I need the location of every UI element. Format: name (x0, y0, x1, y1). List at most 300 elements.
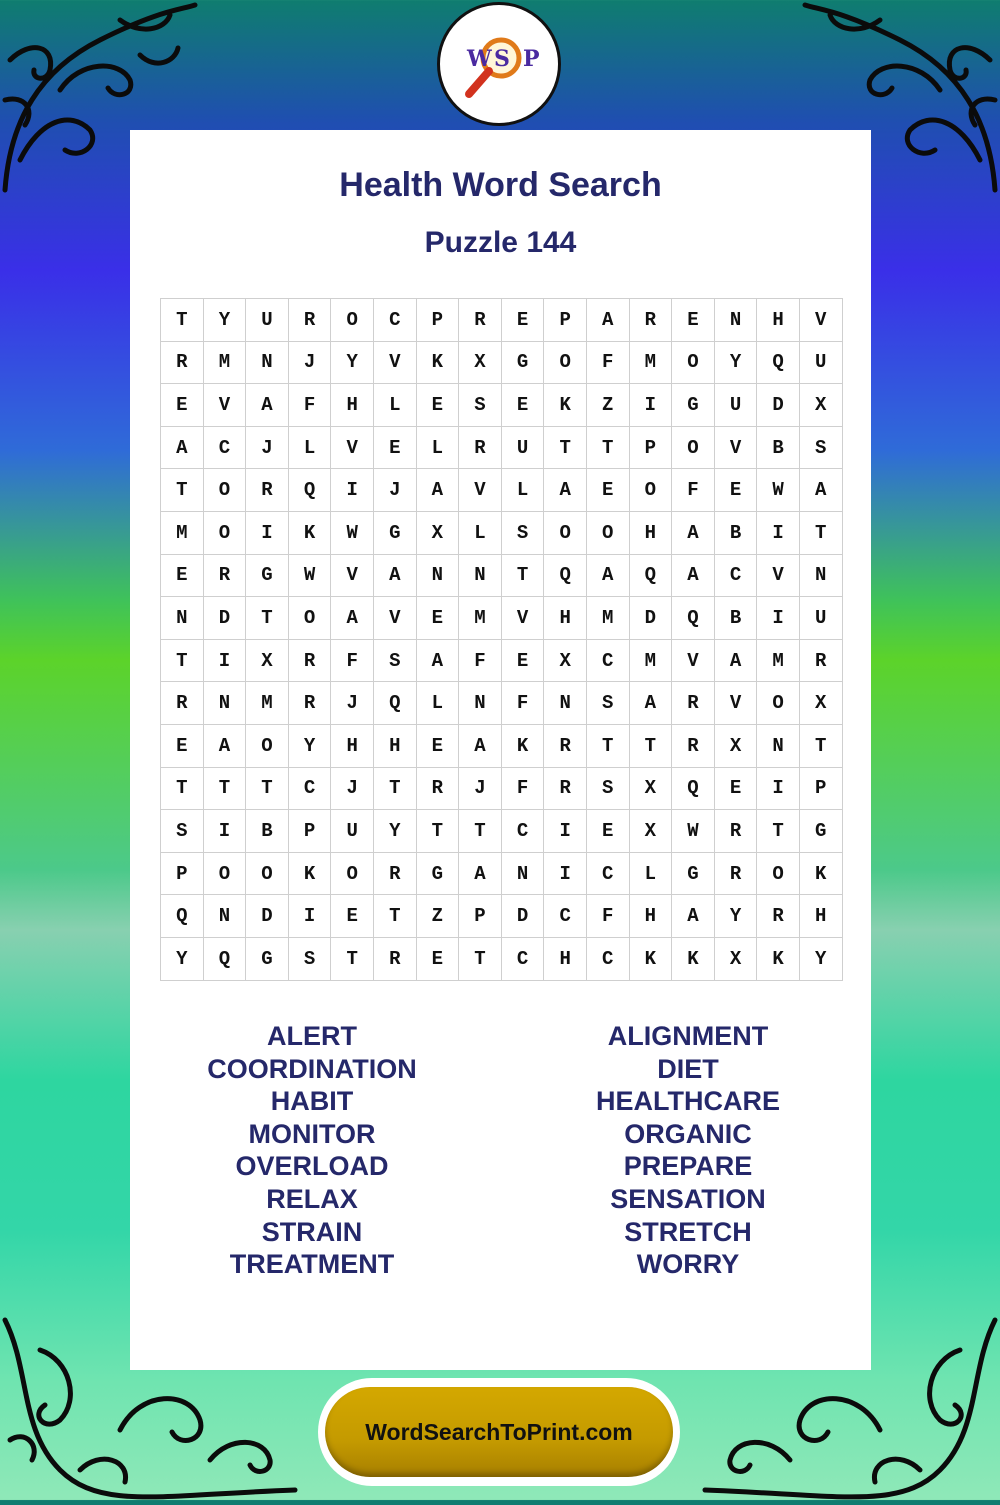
grid-row (161, 597, 843, 640)
grid-cell[interactable]: R (203, 554, 246, 597)
word-item: ALERT (267, 1021, 357, 1051)
grid-cell[interactable]: A (246, 384, 289, 427)
grid-row (161, 937, 843, 980)
grid-cell[interactable]: Y (373, 810, 416, 853)
grid-cell[interactable]: D (246, 895, 289, 938)
logo-letter-p: P (523, 46, 540, 72)
grid-cell[interactable]: T (629, 724, 672, 767)
grid-cell[interactable]: M (246, 682, 289, 725)
grid-cell[interactable]: C (501, 937, 544, 980)
grid-cell[interactable]: T (161, 767, 204, 810)
grid-cell[interactable]: A (672, 511, 715, 554)
grid-cell[interactable]: D (629, 597, 672, 640)
grid-cell[interactable]: R (288, 639, 331, 682)
grid-cell[interactable]: J (331, 767, 374, 810)
grid-cell[interactable]: F (501, 682, 544, 725)
grid-cell[interactable]: E (501, 384, 544, 427)
grid-cell[interactable]: N (416, 554, 459, 597)
grid-row (161, 767, 843, 810)
magnifier-handle-icon (469, 71, 489, 94)
grid-cell[interactable]: Q (288, 469, 331, 512)
grid-cell[interactable]: O (672, 341, 715, 384)
grid-cell[interactable]: Y (331, 341, 374, 384)
grid-cell[interactable]: U (799, 341, 842, 384)
grid-cell[interactable]: C (544, 895, 587, 938)
grid-cell[interactable]: J (288, 341, 331, 384)
grid-cell[interactable]: R (161, 341, 204, 384)
grid-cell[interactable]: R (288, 682, 331, 725)
grid-cell[interactable]: L (288, 426, 331, 469)
grid-cell[interactable]: P (459, 895, 502, 938)
grid-cell[interactable]: A (161, 426, 204, 469)
grid-cell[interactable]: R (714, 810, 757, 853)
grid-cell[interactable]: I (629, 384, 672, 427)
grid-cell[interactable]: N (757, 724, 800, 767)
grid-cell[interactable]: O (757, 852, 800, 895)
grid-cell[interactable]: K (416, 341, 459, 384)
grid-cell[interactable]: A (459, 724, 502, 767)
grid-cell[interactable]: M (586, 597, 629, 640)
grid-cell[interactable]: Y (714, 341, 757, 384)
grid-cell[interactable]: N (544, 682, 587, 725)
grid-cell[interactable]: I (757, 597, 800, 640)
grid-cell[interactable]: U (331, 810, 374, 853)
grid-cell[interactable]: H (629, 895, 672, 938)
grid-cell[interactable]: G (246, 937, 289, 980)
grid-cell[interactable]: S (161, 810, 204, 853)
grid-cell[interactable]: N (459, 554, 502, 597)
grid-cell[interactable]: S (586, 682, 629, 725)
grid-cell[interactable]: E (672, 299, 715, 342)
grid-cell[interactable]: L (416, 682, 459, 725)
grid-cell[interactable]: I (544, 810, 587, 853)
grid-cell[interactable]: T (586, 724, 629, 767)
grid-cell[interactable]: O (331, 299, 374, 342)
grid-cell[interactable]: R (672, 724, 715, 767)
grid-cell[interactable]: O (586, 511, 629, 554)
grid-cell[interactable]: G (799, 810, 842, 853)
grid-cell[interactable]: M (629, 639, 672, 682)
grid-cell[interactable]: T (799, 724, 842, 767)
grid-cell[interactable]: A (373, 554, 416, 597)
grid-cell[interactable]: T (757, 810, 800, 853)
word-item: WORRY (636, 1249, 740, 1280)
grid-cell[interactable]: I (203, 639, 246, 682)
grid-cell[interactable]: A (544, 469, 587, 512)
wsp-logo[interactable] (437, 2, 561, 126)
grid-cell[interactable]: N (501, 852, 544, 895)
grid-cell[interactable]: P (544, 299, 587, 342)
grid-cell[interactable]: S (799, 426, 842, 469)
grid-cell[interactable]: X (246, 639, 289, 682)
word-item: STRAIN (261, 1216, 363, 1247)
grid-cell[interactable]: O (203, 469, 246, 512)
word-item: RELAX (266, 1183, 358, 1214)
grid-cell[interactable]: R (459, 426, 502, 469)
letter-grid (160, 298, 843, 981)
grid-cell[interactable]: K (757, 937, 800, 980)
word-item: DIET (657, 1053, 719, 1084)
grid-cell[interactable]: E (501, 299, 544, 342)
grid-cell[interactable]: A (331, 597, 374, 640)
grid-cell[interactable]: E (416, 597, 459, 640)
grid-cell[interactable]: Q (373, 682, 416, 725)
grid-cell[interactable]: W (288, 554, 331, 597)
grid-cell[interactable]: R (757, 895, 800, 938)
grid-cell[interactable]: X (714, 937, 757, 980)
grid-cell[interactable]: T (203, 767, 246, 810)
grid-cell[interactable]: V (672, 639, 715, 682)
grid-cell[interactable]: A (672, 554, 715, 597)
grid-cell[interactable]: C (586, 639, 629, 682)
grid-cell[interactable]: T (246, 597, 289, 640)
grid-cell[interactable]: M (629, 341, 672, 384)
grid-cell[interactable]: J (373, 469, 416, 512)
grid-cell[interactable]: B (757, 426, 800, 469)
grid-cell[interactable]: V (373, 597, 416, 640)
grid-cell[interactable]: B (714, 597, 757, 640)
grid-row (161, 852, 843, 895)
grid-row (161, 426, 843, 469)
grid-cell[interactable]: S (501, 511, 544, 554)
word-item: TREATMENT (229, 1249, 395, 1280)
grid-cell[interactable]: F (586, 895, 629, 938)
grid-cell[interactable]: F (672, 469, 715, 512)
grid-cell[interactable]: A (672, 895, 715, 938)
grid-cell[interactable]: W (331, 511, 374, 554)
grid-cell[interactable]: V (331, 554, 374, 597)
grid-cell[interactable]: T (161, 469, 204, 512)
page-title: Health Word Search (339, 166, 662, 204)
grid-cell[interactable]: H (373, 724, 416, 767)
grid-cell[interactable]: V (331, 426, 374, 469)
grid-cell[interactable]: U (246, 299, 289, 342)
word-item: HABIT (270, 1086, 354, 1117)
grid-cell[interactable]: Q (203, 937, 246, 980)
grid-row (161, 469, 843, 512)
grid-cell[interactable]: I (544, 852, 587, 895)
grid-cell[interactable]: R (373, 852, 416, 895)
grid-cell[interactable]: C (501, 810, 544, 853)
grid-cell[interactable]: E (714, 469, 757, 512)
grid-cell[interactable]: G (416, 852, 459, 895)
grid-row (161, 384, 843, 427)
grid-cell[interactable]: T (459, 937, 502, 980)
grid-cell[interactable]: V (799, 299, 842, 342)
grid-cell[interactable]: R (714, 852, 757, 895)
grid-cell[interactable]: R (672, 682, 715, 725)
grid-cell[interactable]: E (161, 554, 204, 597)
grid-cell[interactable]: W (672, 810, 715, 853)
grid-cell[interactable]: D (501, 895, 544, 938)
grid-cell[interactable]: T (799, 511, 842, 554)
grid-cell[interactable]: A (459, 852, 502, 895)
grid-cell[interactable]: O (544, 341, 587, 384)
grid-cell[interactable]: K (629, 937, 672, 980)
grid-cell[interactable]: V (714, 682, 757, 725)
logo-letter-s: S (494, 46, 510, 72)
grid-row (161, 341, 843, 384)
grid-cell[interactable]: T (459, 810, 502, 853)
grid-cell[interactable]: E (714, 767, 757, 810)
grid-cell[interactable]: L (629, 852, 672, 895)
grid-cell[interactable]: T (246, 767, 289, 810)
grid-cell[interactable]: N (203, 682, 246, 725)
grid-cell[interactable]: S (586, 767, 629, 810)
grid-row (161, 810, 843, 853)
grid-cell[interactable]: M (757, 639, 800, 682)
grid-cell[interactable]: T (501, 554, 544, 597)
puzzle-card (130, 130, 871, 1370)
grid-cell[interactable]: B (714, 511, 757, 554)
grid-cell[interactable]: I (757, 767, 800, 810)
grid-cell[interactable]: E (161, 724, 204, 767)
grid-cell[interactable]: V (459, 469, 502, 512)
grid-cell[interactable]: A (586, 299, 629, 342)
grid-cell[interactable]: R (459, 299, 502, 342)
grid-cell[interactable]: U (714, 384, 757, 427)
grid-cell[interactable]: K (288, 852, 331, 895)
grid-cell[interactable]: U (799, 597, 842, 640)
grid-cell[interactable]: S (459, 384, 502, 427)
grid-cell[interactable]: E (331, 895, 374, 938)
grid-cell[interactable]: O (246, 852, 289, 895)
grid-cell[interactable]: E (416, 937, 459, 980)
grid-cell[interactable]: E (416, 384, 459, 427)
grid-cell[interactable]: T (373, 767, 416, 810)
grid-cell[interactable]: X (459, 341, 502, 384)
grid-cell[interactable]: C (586, 852, 629, 895)
grid-cell[interactable]: P (416, 299, 459, 342)
grid-cell[interactable]: B (246, 810, 289, 853)
grid-cell[interactable]: J (246, 426, 289, 469)
grid-cell[interactable]: R (161, 682, 204, 725)
grid-cell[interactable]: Y (799, 937, 842, 980)
grid-cell[interactable]: I (246, 511, 289, 554)
grid-cell[interactable]: K (288, 511, 331, 554)
word-item: OVERLOAD (235, 1151, 389, 1182)
grid-cell[interactable]: E (501, 639, 544, 682)
grid-cell[interactable]: P (799, 767, 842, 810)
grid-cell[interactable]: I (757, 511, 800, 554)
word-item: SENSATION (610, 1183, 766, 1214)
grid-cell[interactable]: O (757, 682, 800, 725)
grid-cell[interactable]: R (416, 767, 459, 810)
grid-cell[interactable]: N (161, 597, 204, 640)
grid-cell[interactable]: N (203, 895, 246, 938)
grid-cell[interactable]: T (373, 895, 416, 938)
grid-cell[interactable]: I (203, 810, 246, 853)
grid-cell[interactable]: F (331, 639, 374, 682)
grid-cell[interactable]: E (161, 384, 204, 427)
grid-cell[interactable]: K (501, 724, 544, 767)
website-link[interactable]: WordSearchToPrint.com (325, 1387, 673, 1477)
grid-cell[interactable]: V (757, 554, 800, 597)
grid-cell[interactable]: G (501, 341, 544, 384)
grid-cell[interactable]: S (373, 639, 416, 682)
website-badge[interactable] (318, 1378, 680, 1486)
grid-row (161, 511, 843, 554)
logo-letter-w: W (467, 46, 492, 72)
grid-cell[interactable]: T (161, 639, 204, 682)
grid-cell[interactable]: N (714, 299, 757, 342)
grid-cell[interactable]: M (203, 341, 246, 384)
grid-cell[interactable]: H (331, 384, 374, 427)
grid-cell[interactable]: X (799, 384, 842, 427)
grid-row (161, 554, 843, 597)
grid-cell[interactable]: N (246, 341, 289, 384)
grid-cell[interactable]: M (459, 597, 502, 640)
grid-cell[interactable]: G (672, 384, 715, 427)
grid-cell[interactable]: A (799, 469, 842, 512)
grid-cell[interactable]: P (161, 852, 204, 895)
grid-cell[interactable]: Y (288, 724, 331, 767)
grid-cell[interactable]: E (586, 810, 629, 853)
grid-cell[interactable]: J (331, 682, 374, 725)
grid-cell[interactable]: A (629, 682, 672, 725)
grid-cell[interactable]: D (203, 597, 246, 640)
grid-cell[interactable]: Y (161, 937, 204, 980)
grid-cell[interactable]: W (757, 469, 800, 512)
grid-cell[interactable]: P (629, 426, 672, 469)
grid-cell[interactable]: Q (544, 554, 587, 597)
grid-cell[interactable]: H (331, 724, 374, 767)
grid-cell[interactable]: R (246, 469, 289, 512)
grid-cell[interactable]: Q (672, 597, 715, 640)
grid-cell[interactable]: O (203, 852, 246, 895)
grid-cell[interactable]: N (459, 682, 502, 725)
grid-cell[interactable]: O (629, 469, 672, 512)
grid-cell[interactable]: P (288, 810, 331, 853)
grid-cell[interactable]: X (714, 724, 757, 767)
grid-cell[interactable]: U (501, 426, 544, 469)
grid-cell[interactable]: C (203, 426, 246, 469)
word-item: ORGANIC (624, 1118, 752, 1149)
grid-cell[interactable]: C (373, 299, 416, 342)
grid-cell[interactable]: G (672, 852, 715, 895)
grid-cell[interactable]: A (714, 639, 757, 682)
grid-cell[interactable]: H (799, 895, 842, 938)
word-list-left (147, 1020, 477, 1281)
grid-cell[interactable]: K (799, 852, 842, 895)
word-item: HEALTHCARE (596, 1086, 780, 1117)
grid-cell[interactable]: E (416, 724, 459, 767)
grid-cell[interactable]: A (203, 724, 246, 767)
grid-cell[interactable]: F (459, 639, 502, 682)
grid-cell[interactable]: E (373, 426, 416, 469)
grid-cell[interactable]: R (373, 937, 416, 980)
grid-cell[interactable]: C (586, 937, 629, 980)
grid-cell[interactable]: Q (672, 767, 715, 810)
puzzle-number: Puzzle 144 (424, 226, 577, 259)
grid-cell[interactable]: J (459, 767, 502, 810)
word-item: ALIGNMENT (607, 1021, 769, 1051)
grid-cell[interactable]: I (331, 469, 374, 512)
grid-cell[interactable]: Y (714, 895, 757, 938)
grid-cell[interactable]: Z (586, 384, 629, 427)
grid-cell[interactable]: V (714, 426, 757, 469)
grid-cell[interactable]: R (544, 724, 587, 767)
grid-row (161, 682, 843, 725)
grid-row (161, 639, 843, 682)
grid-cell[interactable]: I (288, 895, 331, 938)
grid-cell[interactable]: S (288, 937, 331, 980)
grid-cell[interactable]: Q (629, 554, 672, 597)
grid-cell[interactable]: X (629, 810, 672, 853)
grid-cell[interactable]: L (373, 384, 416, 427)
grid-cell[interactable]: F (586, 341, 629, 384)
grid-cell[interactable]: O (246, 724, 289, 767)
grid-cell[interactable]: X (629, 767, 672, 810)
grid-row (161, 724, 843, 767)
grid-cell[interactable]: H (757, 299, 800, 342)
grid-cell[interactable]: H (544, 597, 587, 640)
grid-cell[interactable]: L (501, 469, 544, 512)
grid-cell[interactable]: T (544, 426, 587, 469)
grid-cell[interactable]: O (544, 511, 587, 554)
grid-cell[interactable]: A (416, 469, 459, 512)
grid-cell[interactable]: O (288, 597, 331, 640)
word-item: MONITOR (248, 1118, 376, 1149)
grid-cell[interactable]: H (629, 511, 672, 554)
grid-cell[interactable]: A (416, 639, 459, 682)
word-item: PREPARE (623, 1151, 753, 1182)
grid-cell[interactable]: R (799, 639, 842, 682)
grid-row (161, 299, 843, 342)
grid-cell[interactable]: T (331, 937, 374, 980)
grid-cell[interactable]: L (459, 511, 502, 554)
grid-cell[interactable]: G (246, 554, 289, 597)
grid-cell[interactable]: E (586, 469, 629, 512)
grid-cell[interactable]: V (373, 341, 416, 384)
grid-cell[interactable]: A (586, 554, 629, 597)
grid-cell[interactable]: R (288, 299, 331, 342)
grid-cell[interactable]: V (203, 384, 246, 427)
grid-cell[interactable]: L (416, 426, 459, 469)
grid-cell[interactable]: F (501, 767, 544, 810)
grid-cell[interactable]: O (203, 511, 246, 554)
grid-cell[interactable]: N (799, 554, 842, 597)
grid-cell[interactable]: X (416, 511, 459, 554)
grid-cell[interactable]: O (672, 426, 715, 469)
grid-cell[interactable]: C (714, 554, 757, 597)
grid-row (161, 895, 843, 938)
grid-cell[interactable]: G (373, 511, 416, 554)
grid-cell[interactable]: X (544, 639, 587, 682)
word-item: COORDINATION (207, 1053, 417, 1084)
grid-cell[interactable]: T (161, 299, 204, 342)
grid-cell[interactable]: T (416, 810, 459, 853)
grid-cell[interactable]: M (161, 511, 204, 554)
grid-cell[interactable]: Z (416, 895, 459, 938)
word-item: STRETCH (624, 1216, 752, 1247)
grid-cell[interactable]: K (544, 384, 587, 427)
grid-cell[interactable]: Q (757, 341, 800, 384)
grid-cell[interactable]: T (586, 426, 629, 469)
grid-cell[interactable]: D (757, 384, 800, 427)
grid-cell[interactable]: H (544, 937, 587, 980)
grid-cell[interactable]: F (288, 384, 331, 427)
grid-cell[interactable]: R (544, 767, 587, 810)
grid-cell[interactable]: X (799, 682, 842, 725)
grid-cell[interactable]: V (501, 597, 544, 640)
grid-cell[interactable]: Q (161, 895, 204, 938)
grid-cell[interactable]: Y (203, 299, 246, 342)
grid-cell[interactable]: O (331, 852, 374, 895)
grid-cell[interactable]: K (672, 937, 715, 980)
grid-cell[interactable]: R (629, 299, 672, 342)
grid-cell[interactable]: C (288, 767, 331, 810)
